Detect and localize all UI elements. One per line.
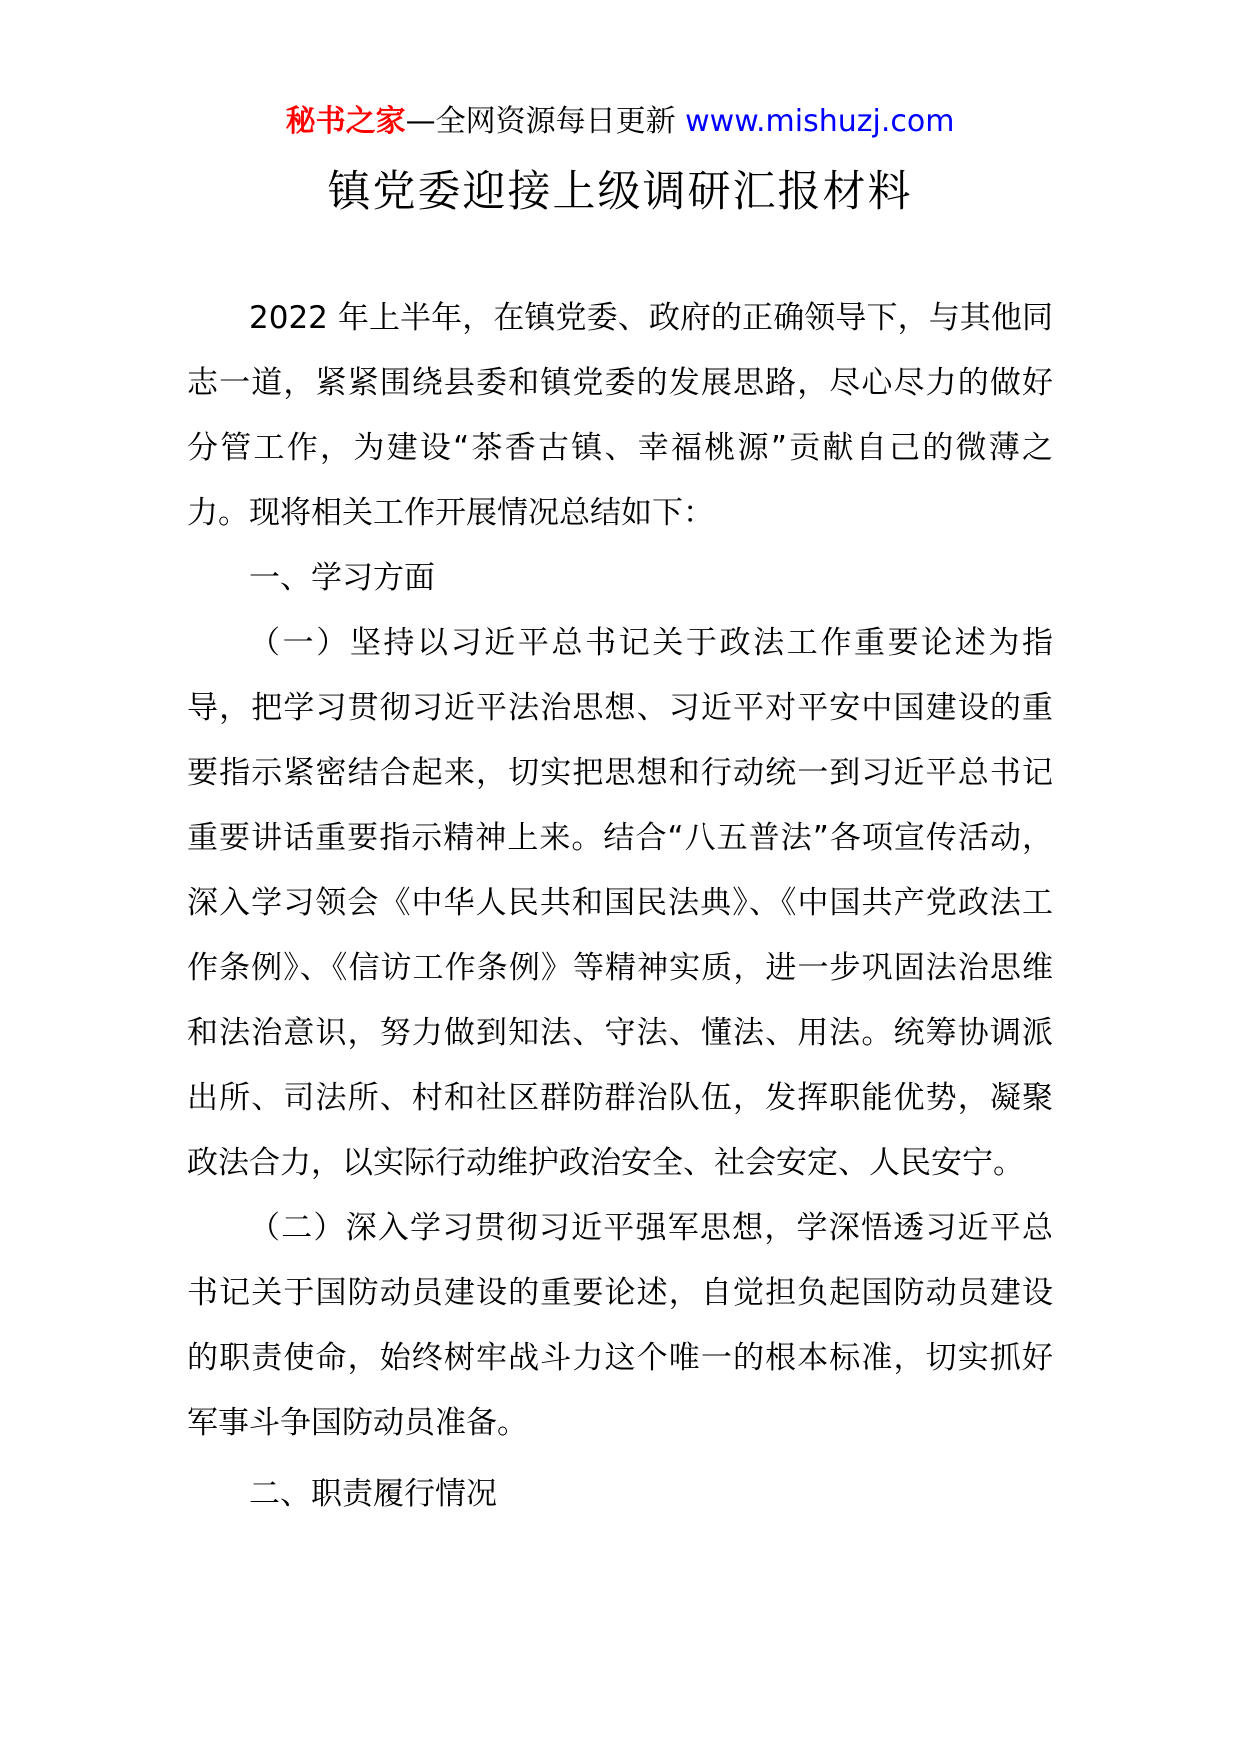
site-header <box>0 100 1240 144</box>
brand-name: 秘书之家 <box>285 104 406 139</box>
study-item-1-paragraph: （一）坚持以习近平总书记关于政法工作重要论述为指导，把学习贯彻习近平法治思想、习近平对平安中国建设的重要指示紧密结合起来，切实把思想和行动统一到习近平总书记重要讲话重要指示精神上来。结合“八五普法”各项宣传活动，深入学习领会《中华人民共和国民法典》、《中国共产党政法工作条例》、《信访工作条例》等精神实质，进一步巩固法治思维和法治意识，努力做到知法、守法、懂法、用法。统筹协调派出所、司法所、村和社区群防群治队伍，发挥职能优势，凝聚政法合力，以实际行动维护政治安全、社会安定、人民安宁。 <box>187 625 1053 1181</box>
section-heading-duties: 二、职责履行情况 <box>249 1476 497 1512</box>
section-heading-study: 一、学习方面 <box>249 560 435 596</box>
header-tagline: —全网资源每日更新 <box>405 104 676 139</box>
site-url-link[interactable]: www.mishuzj.com <box>685 104 955 139</box>
study-item-2-paragraph: （二）深入学习贯彻习近平强军思想，学深悟透习近平总书记关于国防动员建设的重要论述，自觉担负起国防动员建设的职责使命，始终树牢战斗力这个唯一的根本标准，切实抓好军事斗争国防动员准备。 <box>187 1210 1053 1441</box>
intro-paragraph: 2022 年上半年，在镇党委、政府的正确领导下，与其他同志一道，紧紧围绕县委和镇党委的发展思路，尽心尽力的做好分管工作，为建设“茶香古镇、幸福桃源”贡献自己的微薄之力。现将相关工作开展情况总结如下： <box>187 300 1053 531</box>
document-title: 镇党委迎接上级调研汇报材料 <box>327 167 913 217</box>
document-body <box>187 286 1053 1527</box>
